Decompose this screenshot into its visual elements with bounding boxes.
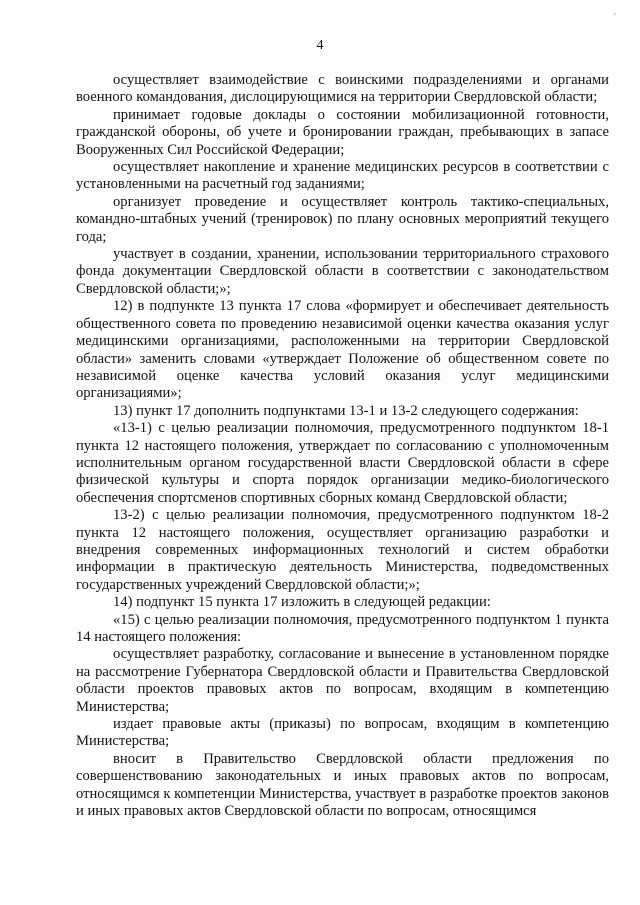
paragraph: 12) в подпункте 13 пункта 17 слова «формирует и обеспечивает деятельность общественного совета по проведению независимой оценки качества оказания услуг медицинскими организациями, расположенными на территории Свердловской области» заменить словами «утверждает Положение об общественном совете по независимой оценке качества условий оказания услуг медицинскими организациями»; <box>76 298 609 402</box>
paragraph: издает правовые акты (приказы) по вопросам, входящим в компетенцию Министерства; <box>76 716 609 750</box>
paragraph: 13) пункт 17 дополнить подпунктами 13-1 и 13-2 следующего содержания: <box>113 402 579 419</box>
paragraph: 14) подпункт 15 пункта 17 изложить в следующей редакции: <box>113 594 491 611</box>
paragraph: принимает годовые доклады о состоянии мобилизационной готовности, гражданской обороны, об учете и бронировании граждан, пребывающих в запасе Вооруженных Сил Российской Федерации; <box>76 106 609 158</box>
paragraph: организует проведение и осуществляет контроль тактико-специальных, командно-штабных учений (тренировок) по плану основных мероприятий текущего года; <box>76 193 609 245</box>
paragraph: 13-2) с целью реализации полномочия, предусмотренного подпунктом 18-2 пункта 12 настоящего положения, осуществляет организацию разработки и внедрения современных информационных технологий и систем обработки информации в практическую деятельность Министерства, подведомственных государственных учреждений Свердловской области;»; <box>76 507 609 593</box>
paragraph: вносит в Правительство Свердловской области предложения по совершенствованию законодательных и иных правовых актов по вопросам, относящимся к компетенции Министерства, участвует в разработке проектов законов и иных правовых актов Свердловской области по вопросам, относящимся <box>76 750 609 820</box>
paragraph: осуществляет накопление и хранение медицинских ресурсов в соответствии с установленными на расчетный год заданиями; <box>76 159 609 193</box>
paragraph: осуществляет разработку, согласование и вынесение в установленном порядке на рассмотрение Губернатора Свердловской области и Правительства Свердловской области проектов правовых актов по вопросам, входящим в компетенцию Министерства; <box>76 646 609 715</box>
page-number: 4 <box>316 38 324 53</box>
paragraph: участвует в создании, хранении, использовании территориального страхового фонда документации Свердловской области в соответствии с законодательством Свердловской области;»; <box>76 246 609 297</box>
paragraph: «15) с целью реализации полномочия, предусмотренного подпунктом 1 пункта 14 настоящего положения: <box>76 611 609 645</box>
paragraph: «13-1) с целью реализации полномочия, предусмотренного подпунктом 18-1 пункта 12 настоящего положения, утверждает по согласованию с уполномоченным исполнительным органом государственной власти Свердловской области в сфере физической культуры и спорта порядок организации медико-биологического обеспечения спортсменов спортивных сборных команд Свердловской области; <box>76 420 609 506</box>
document-body <box>76 72 609 820</box>
paragraph: осуществляет взаимодействие с воинскими подразделениями и органами военного командования, дислоцирующимися на территории Свердловской области; <box>76 72 609 106</box>
scan-mark: , <box>613 6 616 16</box>
